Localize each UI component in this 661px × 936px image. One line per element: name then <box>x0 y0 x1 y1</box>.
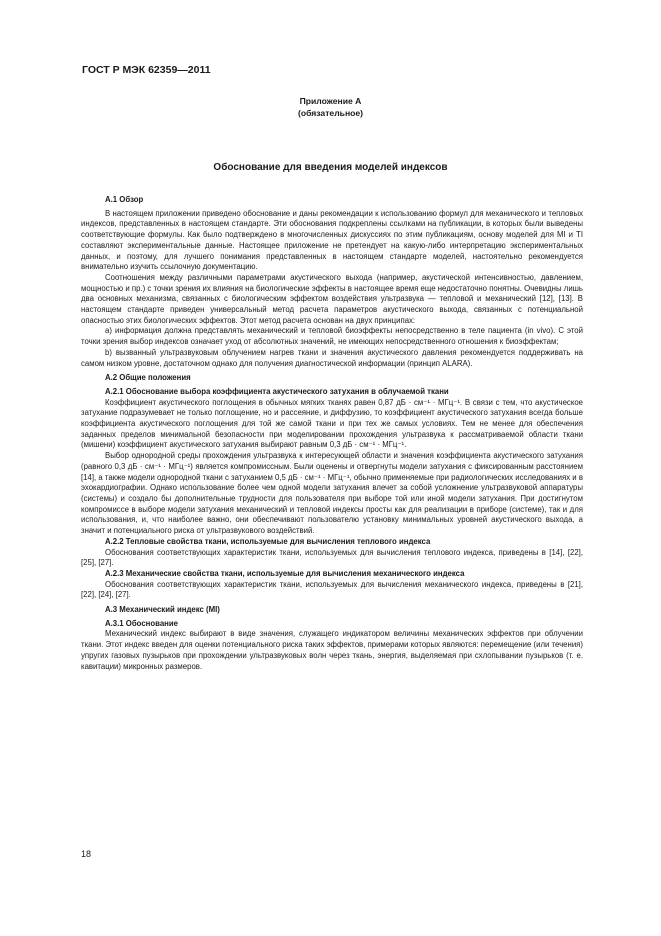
paragraph: Коэффициент акустического поглощения в обычных мягких тканях равен 0,87 дБ · см⁻¹ · МГц⁻¹. В связи с тем, что акустическое затухание подразумевает не только поглощение, но и рассеяние, и диффузию, то коэффициент акустического затухания всегда больше коэффициента акустического поглощения для той же самой ткани и при тех же самых условиях. Тем не менее для обеспечения заданных пределов минимальной безопасности при моделировании прохождения ультразвука к рассматриваемой области ткани (мишени) коэффициент акустического затухания выбирают равным 0,3 дБ · см⁻¹ · МГц⁻¹. <box>81 397 583 450</box>
section-a1-heading: А.1 Обзор <box>105 195 144 204</box>
section-a21-heading: А.2.1 Обоснование выбора коэффициента акустического затухания в облучаемой ткани <box>105 386 449 396</box>
paragraph: Обоснования соответствующих характеристик ткани, используемых для вычисления теплового индекса, приведены в [14], [22], [25], [27]. <box>81 547 583 568</box>
list-item: b) вызванный ультразвуковым облучением нагрев ткани и значения акустического давления рекомендуется поддерживать на самом низком уровне, достаточном однако для получения диагностической информации (принцип ALARA). <box>81 347 583 368</box>
paragraph: Механический индекс выбирают в виде значения, служащего индикатором величины механических эффектов при облучении ткани. Этот индекс введен для оценки потенциального риска таких эффектов, примерами которых являются: перемещение (или течения) упругих газовых пузырьков при прохождении ультразвуковых волн через ткань, энергия, выделяемая при схлопывании пузырьков (т. е. кавитации) микронных размеров. <box>81 629 583 671</box>
paragraph: Обоснования соответствующих характеристик ткани, используемых для вычисления механического индекса, приведены в [21], [22], [24], [27]. <box>81 579 583 600</box>
paragraph: В настоящем приложении приведено обоснование и даны рекомендации к использованию формул для механического и тепловых индексов, представленных в настоящем стандарте. Эти обоснования подкреплены ссылками на публикации, в которых были выведены соответствующие формулы. Как было подтверждено в многочисленных дискуссиях по этим публикациям, основу моделей для MI и TI составляют экспериментальные данные. Настоящее приложение не претендует на какую-либо интерпретацию экспериментальных данных, и поэтому, для лучшего понимания представленных в настоящем стандарте моделей, настоятельно рекомендуется внимательно изучить ссылочную документацию. <box>81 208 583 272</box>
section-a23-heading: А.2.3 Механические свойства ткани, используемые для вычисления механического индекса <box>105 568 465 578</box>
section-a22-heading: А.2.2 Тепловые свойства ткани, используемые для вычисления теплового индекса <box>105 536 431 546</box>
section-a3-heading: А.3 Механический индекс (MI) <box>105 605 220 615</box>
paragraph: Соотношения между различными параметрами акустического выхода (например, акустической интенсивностью, давлением, мощностью и пр.) с точки зрения их влияния на биологические эффекты в настоящее время еще недостаточно понятны. Очевидны лишь два основных механизма, связанных с биологическим эффектом воздействия ультразвука — тепловой и механический [12], [13]. В настоящем стандарте приведен универсальный метод расчета параметров акустического выхода, связанных с потенциальной опасностью этих биологических эффектов. Этот метод расчета основан на двух принципах: <box>81 272 583 325</box>
list-item: а) информация должна представлять механический и тепловой биоэффекты непосредственно в теле пациента (in vivo). С этой точки зрения выбор индексов означает уход от абсолютных значений, не имеющих непосредственного отношения к биоэффектам; <box>81 326 583 347</box>
appendix-status: (обязательное) <box>297 108 364 118</box>
body-text <box>81 195 583 672</box>
appendix-title: Обоснование для введения моделей индексов <box>213 162 448 173</box>
appendix-label: Приложение А <box>299 96 362 106</box>
section-a2-heading: А.2 Общие положения <box>105 373 191 383</box>
paragraph: Выбор однородной среды прохождения ультразвука к интересующей области и значения коэффициента акустического затухания (равного 0,3 дБ · см⁻¹ · МГц⁻¹) является компромиссным. Были оценены и отвергнуты модели затухания с фиксированным расстоянием [14], а также модели однородной ткани с затуханием 0,5 дБ · см⁻¹ · МГц⁻¹, обычно применяемые при радиологических исследованиях и в эхокардиографии. Однако использование более чем одной модели затухания влечет за собой усложнение ультразвуковой аппаратуры (системы) и создало бы дополнительные трудности для пользователя при выборе той или иной модели затухания. При достигнутом компромиссе в выборе модели затухания механический и тепловой индексы просты как для реализации в приборе (системе), так и для использования, и, что наиболее важно, они обеспечивают пользователю установку минимальных уровней акустического выхода, а значит и потенциального риска от ультразвукового воздействий. <box>81 451 583 536</box>
section-a31-heading: А.3.1 Обоснование <box>105 618 179 628</box>
standard-header: ГОСТ Р МЭК 62359—2011 <box>82 64 211 76</box>
page-number: 18 <box>81 849 92 859</box>
